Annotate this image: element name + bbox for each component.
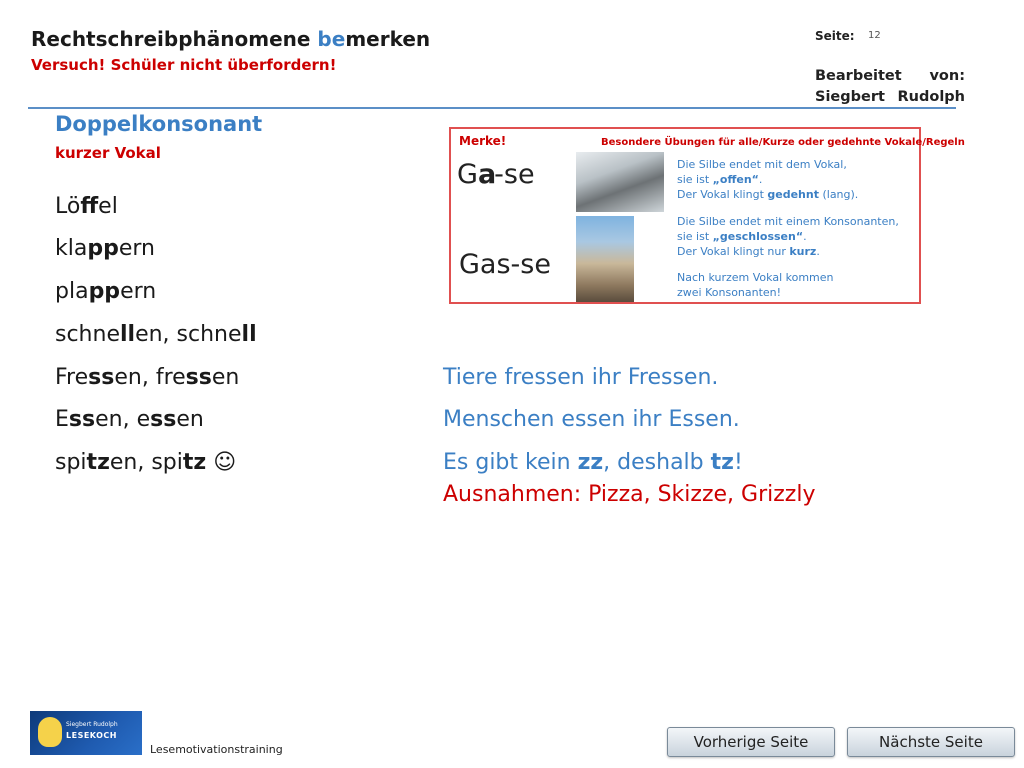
- author-last-name: Rudolph: [897, 89, 965, 105]
- merke-box: [449, 127, 965, 304]
- merke-header: Besondere Übungen für alle/Kurze oder gedehnte Vokale/Regeln: [601, 137, 965, 148]
- previous-page-button[interactable]: Vorherige Seite: [667, 727, 835, 757]
- rule-open-syllable: Die Silbe endet mit dem Vokal, sie ist „offen“. Der Vokal klingt gedehnt (lang).: [677, 158, 859, 201]
- lightbulb-icon: [38, 717, 62, 747]
- rule-double-consonant: Nach kurzem Vokal kommen zwei Konsonanten!: [677, 271, 834, 299]
- word-item: Löffel: [55, 194, 118, 219]
- page-subtitle: Versuch! Schüler nicht überfordern!: [31, 56, 337, 74]
- word-item: Essen, essen: [55, 407, 204, 432]
- page-number: 12: [868, 30, 881, 41]
- next-page-button[interactable]: Nächste Seite: [847, 727, 1015, 757]
- example-sentence: Tiere fressen ihr Fressen.: [443, 365, 719, 390]
- word-item: spitzen, spitz ☺: [55, 450, 237, 475]
- author-block: [815, 66, 975, 108]
- word-item: schnellen, schnell: [55, 322, 257, 347]
- footer-label: Lesemotivationstraining: [150, 743, 283, 756]
- rule-sentence: Es gibt kein zz, deshalb tz!: [443, 450, 743, 475]
- logo-name: LESEKOCH: [66, 731, 117, 740]
- edited-by-von: von:: [929, 68, 965, 84]
- header-divider: [28, 107, 956, 109]
- exhaust-gas-image: [576, 152, 664, 212]
- lesekoch-logo: [30, 711, 142, 755]
- alley-image: [576, 216, 634, 302]
- page-title: Rechtschreibphänomene bemerken: [31, 27, 431, 51]
- section-subheading: kurzer Vokal: [55, 144, 161, 162]
- syllable-example-open: Ga-se: [457, 159, 535, 190]
- word-item: plappern: [55, 279, 157, 304]
- logo-author: Siegbert Rudolph: [66, 721, 118, 728]
- example-sentence: Menschen essen ihr Essen.: [443, 407, 740, 432]
- section-heading: Doppelkonsonant: [55, 112, 263, 136]
- word-item: Fressen, fressen: [55, 365, 240, 390]
- word-item: klappern: [55, 236, 155, 261]
- syllable-example-closed: Gas-se: [459, 249, 551, 280]
- rule-closed-syllable: Die Silbe endet mit einem Konsonanten, sie ist „geschlossen“. Der Vokal klingt nur kurz.: [677, 215, 899, 258]
- merke-title: Merke!: [459, 134, 507, 148]
- page-label: Seite:: [815, 29, 855, 43]
- exceptions-line: Ausnahmen: Pizza, Skizze, Grizzly: [443, 482, 816, 507]
- author-first-name: Siegbert: [815, 89, 885, 105]
- edited-by-label: Bearbeitet: [815, 68, 902, 84]
